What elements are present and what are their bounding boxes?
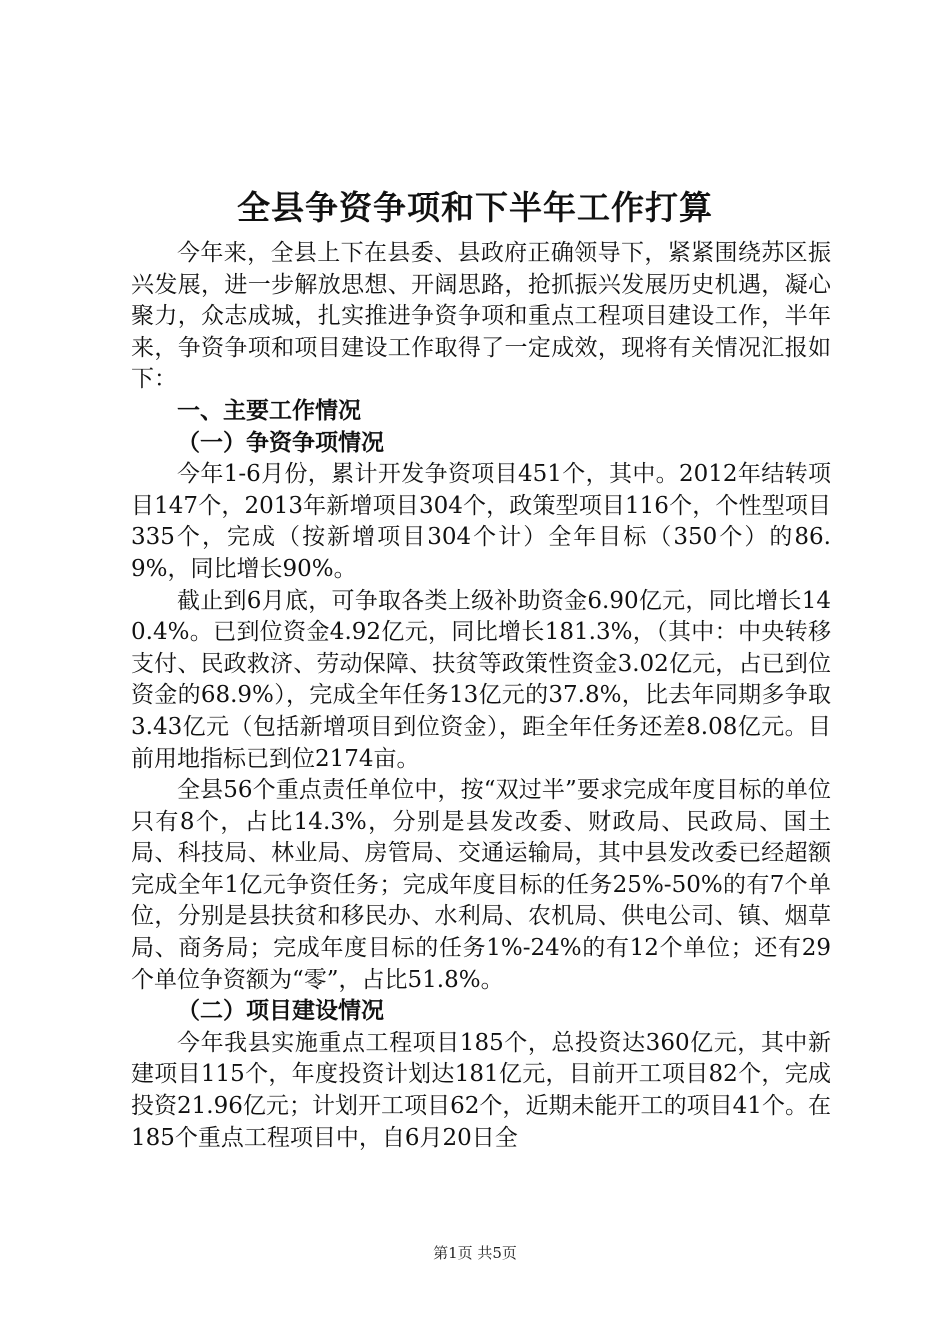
funding-paragraph-projects: 今年1-6月份，累计开发争资项目451个，其中。2012年结转项目147个，2013年新增项目304个，政策型项目116个，个性型项目335个，完成（按新增项目304个计）全年目标（350个）的86.9%，同比增长90%。 <box>131 461 831 582</box>
funding-paragraph-capital: 截止到6月底，可争取各类上级补助资金6.90亿元，同比增长140.4%。已到位资金4.92亿元，同比增长181.3%，（其中：中央转移支付、民政救济、劳动保障、扶贫等政策性资金3.02亿元，占已到位资金的68.9%），完成全年任务13亿元的37.8%，比去年同期多争取3.43亿元（包括新增项目到位资金），距全年任务还差8.08亿元。目前用地指标已到位2174亩。 <box>131 587 831 772</box>
page-footer: 第1页 共5页 <box>433 1244 517 1262</box>
construction-paragraph: 今年我县实施重点工程项目185个，总投资达360亿元，其中新建项目115个，年度投资计划达181亿元，目前开工项目82个，完成投资21.96亿元；计划开工项目62个，近期未能开工的项目41个。在185个重点工程项目中，自6月20日全 <box>131 1029 831 1151</box>
subsection-heading-funding: （一）争资争项情况 <box>177 429 384 456</box>
section-heading-main-work: 一、主要工作情况 <box>177 397 361 424</box>
intro-paragraph: 今年来，全县上下在县委、县政府正确领导下，紧紧围绕苏区振兴发展，进一步解放思想、开阔思路，抢抓振兴发展历史机遇，凝心聚力，众志成城，扎实推进争资争项和重点工程项目建设工作，半年来，争资争项和项目建设工作取得了一定成效，现将有关情况汇报如下： <box>131 240 831 393</box>
subsection-heading-construction: （二）项目建设情况 <box>177 998 384 1025</box>
document-body <box>131 238 831 1154</box>
funding-paragraph-units: 全县56个重点责任单位中，按“双过半”要求完成年度目标的单位只有8个，占比14.3%，分别是县发改委、财政局、民政局、国土局、科技局、林业局、房管局、交通运输局，其中县发改委已经超额完成全年1亿元争资任务；完成年度目标的任务25%-50%的有7个单位，分别是县扶贫和移民办、水利局、农机局、供电公司、镇、烟草局、商务局；完成年度目标的任务1%-24%的有12个单位；还有29个单位争资额为“零”，占比51.8%。 <box>131 777 831 993</box>
document-title: 全县争资争项和下半年工作打算 <box>237 188 713 227</box>
